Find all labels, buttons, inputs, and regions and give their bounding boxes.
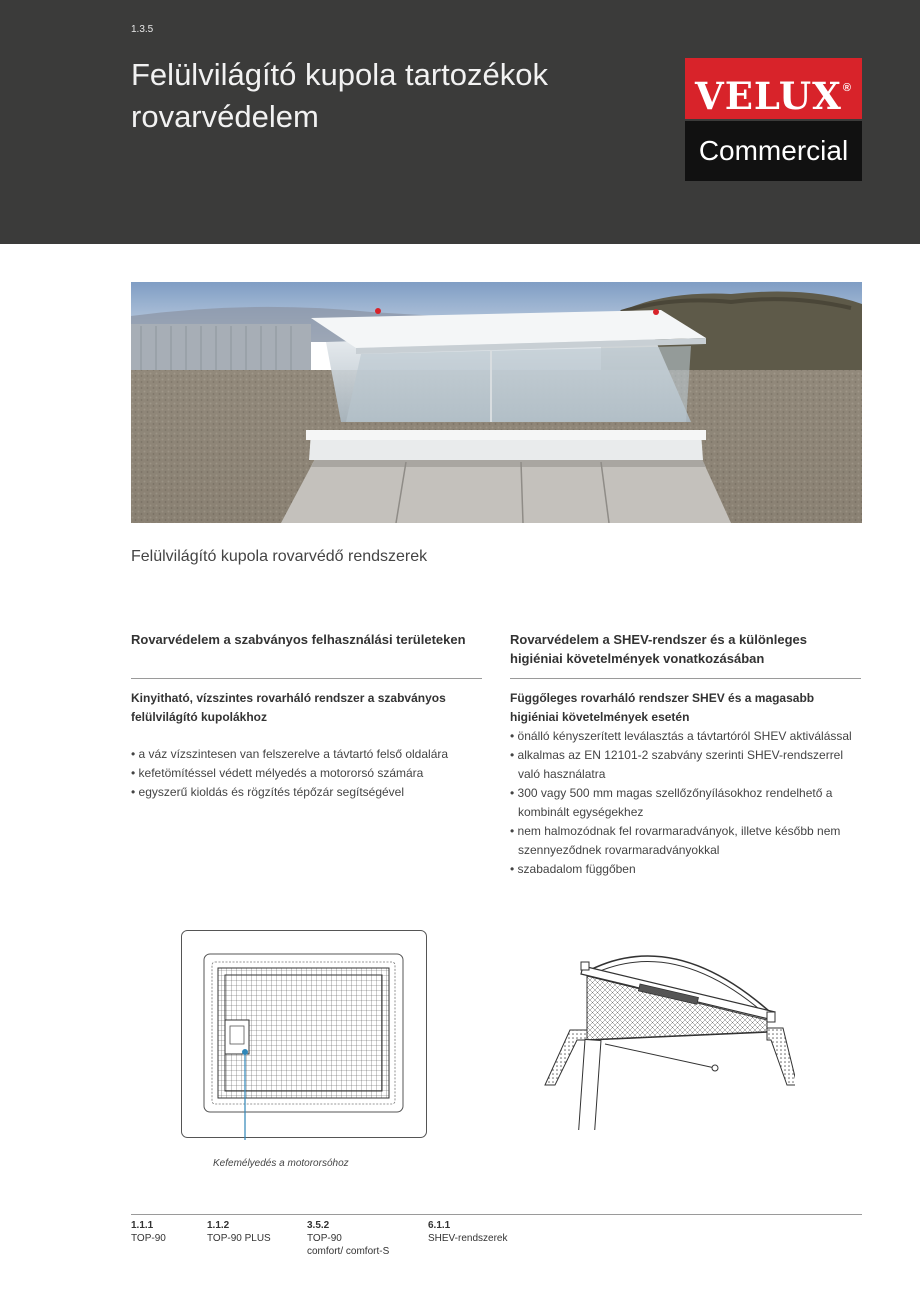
reference-name: TOP-90 PLUS — [207, 1233, 271, 1244]
reference-item — [428, 1219, 507, 1245]
velux-logo-text: VELUX — [695, 74, 842, 118]
reference-name: TOP-90 — [131, 1233, 166, 1244]
left-column-subheading: Kinyitható, vízszintes rovarháló rendszer a szabványos felülvilágító kupolákhoz — [131, 691, 446, 724]
list-item: • egyszerű kioldás és rögzítés tépőzár segítségével — [131, 783, 482, 802]
right-column — [510, 630, 861, 879]
list-item: • önálló kényszerített leválasztás a távtartóról SHEV aktiválással — [510, 727, 861, 746]
footer-divider — [131, 1214, 862, 1215]
reference-number: 1.1.2 — [207, 1220, 230, 1231]
reference-number: 3.5.2 — [307, 1220, 330, 1231]
page-title-line1: Felülvilágító kupola tartozékok — [131, 57, 549, 92]
page-number: 1.3.5 — [131, 24, 154, 35]
commercial-label: Commercial — [685, 121, 862, 181]
left-column — [131, 630, 482, 802]
reference-item — [131, 1219, 166, 1245]
reference-name: SHEV-rendszerek — [428, 1233, 508, 1244]
list-item: • szabadalom függőben — [510, 860, 861, 879]
left-feature-list — [131, 745, 482, 802]
right-column-heading: Rovarvédelem a SHEV-rendszer és a különleges higiéniai követelmények vonatkozásában — [510, 630, 861, 679]
right-feature-list — [510, 727, 861, 879]
list-item: • kefetömítéssel védett mélyedés a motororsó számára — [131, 764, 482, 783]
reference-number: 6.1.1 — [428, 1220, 451, 1231]
page-header — [0, 0, 920, 244]
horizontal-screen-top-view-drawing — [181, 930, 427, 1140]
page-title — [131, 54, 651, 138]
velux-logo — [685, 58, 862, 119]
left-column-heading: Rovarvédelem a szabványos felhasználási területeken — [131, 630, 482, 679]
registered-mark: ® — [842, 82, 852, 94]
list-item: • alkalmas az EN 12101-2 szabvány szerinti SHEV-rendszerrel való használatra — [510, 746, 861, 784]
reference-item — [307, 1219, 389, 1258]
right-column-subheading: Függőleges rovarháló rendszer SHEV és a magasabb higiéniai követelmények esetén — [510, 691, 815, 724]
diagram-caption: Kefemélyedés a motororsóhoz — [213, 1158, 349, 1169]
reference-number: 1.1.1 — [131, 1220, 154, 1231]
reference-name: TOP-90 comfort/ comfort-S — [307, 1233, 390, 1257]
list-item: • 300 vagy 500 mm magas szellőzőnyílásokhoz rendelhető a kombinált egységekhez — [510, 784, 861, 822]
reference-item — [207, 1219, 271, 1245]
list-item: • nem halmozódnak fel rovarmaradványok, illetve később nem szennyeződnek rovarmaradványokkal — [510, 822, 861, 860]
section-subtitle: Felülvilágító kupola rovarvédő rendszerek — [131, 548, 428, 565]
shev-section-drawing — [535, 940, 795, 1130]
hero-photo — [131, 282, 862, 523]
list-item: • a váz vízszintesen van felszerelve a távtartó felső oldalára — [131, 745, 482, 764]
page-title-line2: rovarvédelem — [131, 99, 319, 134]
